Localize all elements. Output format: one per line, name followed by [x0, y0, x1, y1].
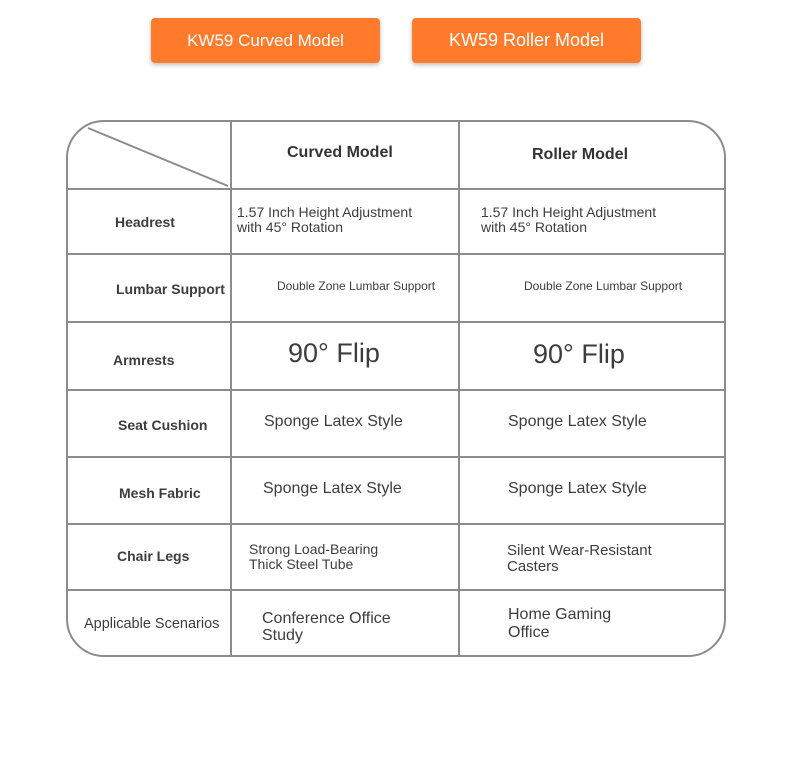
cell-curved-armrests: 90° Flip	[288, 338, 380, 368]
header-diagonal-line	[68, 122, 230, 188]
cell-text-line: 1.57 Inch Height Adjustment	[481, 204, 657, 220]
cell-curved-headrest	[237, 205, 412, 234]
cell-text-line: Strong Load-Bearing	[249, 541, 379, 557]
cell-text-line: Thick Steel Tube	[249, 555, 354, 572]
cell-text-line: Conference Office	[262, 610, 391, 627]
cell-curved-scenarios	[262, 611, 391, 645]
header-roller-model: Roller Model	[532, 146, 629, 163]
row-label-seat-cushion: Seat Cushion	[118, 417, 208, 433]
row-divider	[68, 321, 724, 323]
row-divider	[68, 389, 724, 391]
row-label-chair-legs: Chair Legs	[117, 548, 190, 564]
row-label-applicable-scenarios: Applicable Scenarios	[84, 616, 220, 632]
row-label-armrests: Armrests	[113, 352, 175, 368]
header-curved-model: Curved Model	[287, 144, 393, 161]
cell-curved-chair-legs	[249, 542, 378, 571]
cell-text-line: with 45° Rotation	[481, 218, 587, 235]
row-divider	[68, 253, 724, 255]
cell-text-line: Office	[508, 624, 550, 642]
row-divider	[68, 456, 724, 458]
cell-text-line: 1.57 Inch Height Adjustment	[237, 204, 413, 220]
row-divider	[68, 188, 724, 190]
cell-text-line: Casters	[507, 557, 559, 575]
cell-text-line: with 45° Rotation	[237, 218, 343, 235]
cell-roller-mesh-fabric: Sponge Latex Style	[508, 480, 647, 497]
row-label-headrest: Headrest	[115, 214, 175, 230]
row-divider	[68, 523, 724, 525]
cell-curved-seat-cushion: Sponge Latex Style	[264, 413, 403, 430]
curved-model-button[interactable]: KW59 Curved Model	[151, 18, 380, 63]
comparison-table	[66, 120, 726, 657]
row-label-mesh-fabric: Mesh Fabric	[119, 485, 201, 501]
row-label-lumbar-support: Lumbar Support	[116, 281, 225, 297]
row-divider	[68, 589, 724, 591]
cell-roller-seat-cushion: Sponge Latex Style	[508, 413, 647, 430]
cell-text-line: Study	[262, 626, 303, 644]
cell-roller-lumbar: Double Zone Lumbar Support	[524, 279, 683, 293]
cell-roller-scenarios	[508, 606, 611, 643]
cell-text-line: Home Gaming	[508, 606, 612, 623]
roller-model-button[interactable]: KW59 Roller Model	[412, 18, 641, 63]
cell-text-line: Silent Wear-Resistant	[507, 542, 652, 559]
cell-curved-lumbar: Double Zone Lumbar Support	[277, 279, 436, 293]
cell-curved-mesh-fabric: Sponge Latex Style	[263, 480, 402, 497]
cell-roller-chair-legs	[507, 543, 652, 575]
cell-roller-headrest	[481, 205, 656, 234]
cell-roller-armrests: 90° Flip	[533, 339, 625, 369]
